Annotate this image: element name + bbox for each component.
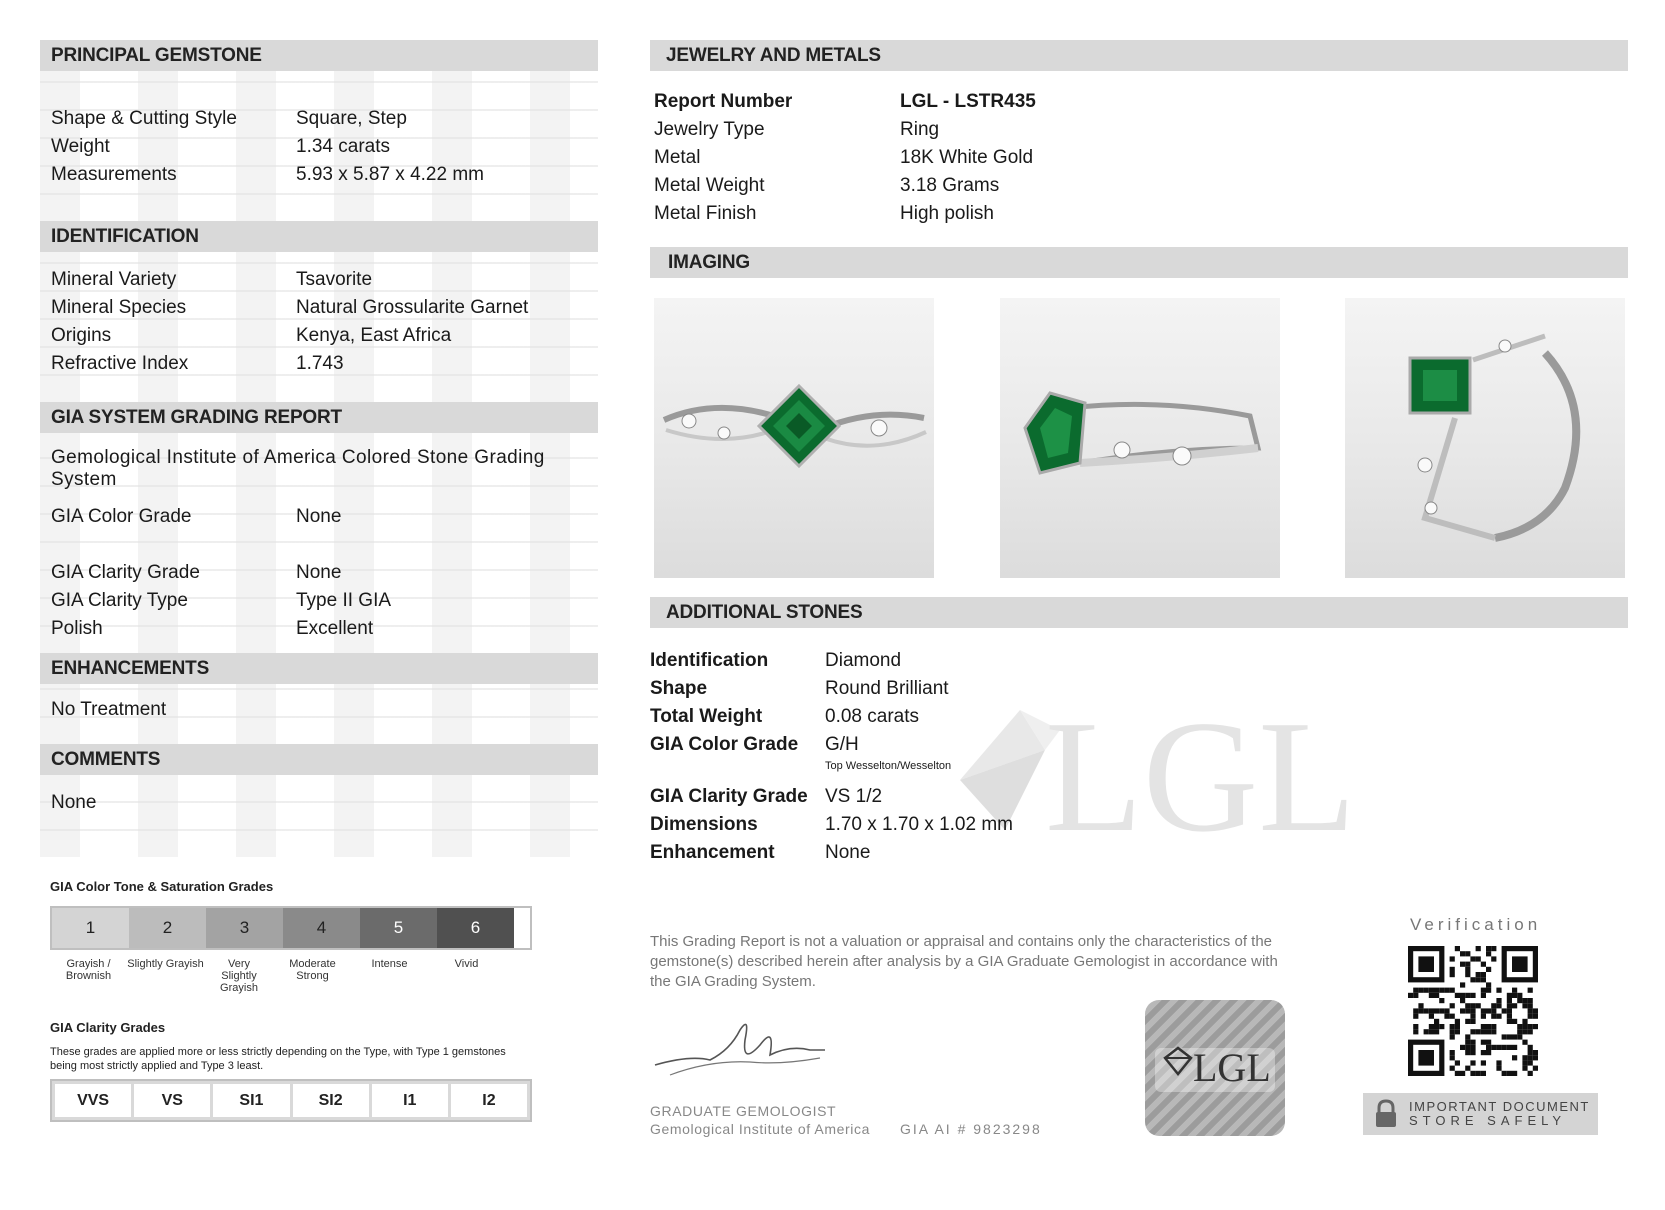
- right-column: [650, 40, 1628, 278]
- tone-cell: 6: [437, 908, 514, 948]
- additional-stones-section: [650, 647, 1250, 867]
- identification-section: [40, 252, 598, 402]
- tone-cell: 2: [129, 908, 206, 948]
- signature-block: [650, 1103, 870, 1137]
- clarity-cell: SI2: [293, 1084, 369, 1117]
- color-grade-note: Top Wesselton/Wesselton: [825, 760, 952, 772]
- imaging-header: IMAGING: [650, 247, 1628, 278]
- tone-cell: 5: [360, 908, 437, 948]
- enhancements-text: No Treatment: [51, 699, 167, 720]
- verification-title: Verification: [1410, 915, 1542, 934]
- clarity-cell: VVS: [55, 1084, 131, 1117]
- jewelry-row: Metal 18K White Gold: [654, 147, 1034, 168]
- clarity-grades-title: GIA Clarity Grades: [50, 1020, 166, 1035]
- signature-title: GRADUATE GEMOLOGIST: [650, 1103, 837, 1119]
- gia-report-header: GIA SYSTEM GRADING REPORT: [40, 402, 598, 433]
- lock-icon: [1373, 1099, 1399, 1129]
- identification-row: Refractive Index 1.743: [51, 353, 344, 374]
- identification-row: Mineral Species Natural Grossularite Garnet: [51, 297, 529, 318]
- additional-stones-block: [650, 597, 1628, 628]
- left-column: [40, 40, 598, 1122]
- principal-gemstone-section: [40, 71, 598, 221]
- tone-cell: 4: [283, 908, 360, 948]
- gemologist-signature: [650, 1010, 850, 1090]
- tone-label: Very Slightly Grayish: [220, 958, 258, 994]
- tone-grades-scale: [50, 906, 532, 950]
- jewelry-row: Metal Weight 3.18 Grams: [654, 175, 1000, 196]
- identification-header: IDENTIFICATION: [40, 221, 598, 252]
- clarity-cell: SI1: [213, 1084, 289, 1117]
- badge-line-1: IMPORTANT DOCUMENT: [1409, 1099, 1590, 1114]
- additional-stones-header: ADDITIONAL STONES: [650, 597, 1628, 628]
- principal-gemstone-header: PRINCIPAL GEMSTONE: [40, 40, 598, 71]
- gia-row: Polish Excellent: [51, 618, 374, 639]
- disclaimer-text: This Grading Report is not a valuation or appraisal and contains only the characteristics of the gemstone(s) described herein after analysis by a GIA Graduate Gemologist in accordance with the GIA Grading System.: [650, 933, 1278, 990]
- gia-report-section: [40, 433, 598, 653]
- gia-row: GIA Color Grade None: [51, 506, 342, 527]
- additional-row: Identification Diamond: [650, 650, 902, 671]
- tone-cell: 1: [52, 908, 129, 948]
- jewelry-row: Jewelry Type Ring: [654, 119, 940, 140]
- tone-label: Vivid: [454, 958, 479, 970]
- comments-section: [40, 775, 598, 857]
- tone-grades-labels: [50, 950, 532, 994]
- ring-photo-side: [1000, 298, 1280, 578]
- gia-number: GIA AI # 9823298: [900, 1121, 1042, 1137]
- principal-row: Measurements 5.93 x 5.87 x 4.22 mm: [51, 164, 484, 185]
- principal-row: Weight 1.34 carats: [51, 136, 390, 157]
- grading-system-name: Gemological Institute of America Colored Stone Grading System: [51, 447, 545, 490]
- clarity-cell: VS: [134, 1084, 210, 1117]
- badge-line-2: STORE SAFELY: [1409, 1113, 1567, 1128]
- ring-photo-front: [654, 298, 934, 578]
- additional-row: Shape Round Brilliant: [650, 678, 949, 699]
- jewelry-row: Metal Finish High polish: [654, 203, 994, 224]
- seal-logo-text: LGL: [1193, 1045, 1271, 1090]
- principal-row: Shape & Cutting Style Square, Step: [51, 108, 407, 129]
- comments-text: None: [51, 792, 97, 813]
- gia-row: GIA Clarity Type Type II GIA: [51, 590, 392, 611]
- tone-label: Grayish / Brownish: [65, 958, 112, 982]
- clarity-cell: I1: [372, 1084, 448, 1117]
- ring-photo-angle: [1345, 298, 1625, 578]
- clarity-cell: I2: [451, 1084, 527, 1117]
- important-document-badge: [1363, 1093, 1598, 1135]
- qr-code[interactable]: [1408, 946, 1538, 1076]
- enhancements-header: ENHANCEMENTS: [40, 653, 598, 684]
- additional-row: Total Weight 0.08 carats: [650, 706, 919, 727]
- identification-row: Origins Kenya, East Africa: [51, 325, 452, 346]
- clarity-grades-scale: [50, 1079, 532, 1122]
- additional-row: Dimensions 1.70 x 1.70 x 1.02 mm: [650, 814, 1013, 835]
- clarity-grades-note: These grades are applied more or less strictly depending on the Type, with Type 1 gemstones being most strictly applied and Type 3 least.: [50, 1046, 506, 1072]
- signature-org: Gemological Institute of America: [650, 1121, 870, 1137]
- tone-label: Intense: [371, 958, 408, 970]
- enhancements-section: [40, 684, 598, 744]
- jewelry-header: JEWELRY AND METALS: [650, 40, 1628, 71]
- additional-row: Enhancement None: [650, 842, 871, 863]
- comments-header: COMMENTS: [40, 744, 598, 775]
- additional-row: GIA Clarity Grade VS 1/2: [650, 786, 883, 807]
- jewelry-section: [650, 71, 1628, 247]
- tone-label: Slightly Grayish: [127, 958, 204, 970]
- tone-label: Moderate Strong: [289, 958, 336, 982]
- tone-cell: 3: [206, 908, 283, 948]
- jewelry-row: Report Number LGL - LSTR435: [654, 91, 1036, 112]
- lgl-authenticity-seal: [1145, 1000, 1285, 1136]
- gia-row: GIA Clarity Grade None: [51, 562, 342, 583]
- additional-row: GIA Color Grade G/H: [650, 734, 859, 755]
- svg-text:LGL: LGL: [1045, 690, 1350, 850]
- identification-row: Mineral Variety Tsavorite: [51, 269, 373, 290]
- tone-grades-title: GIA Color Tone & Saturation Grades: [50, 879, 274, 894]
- diamond-icon: [1163, 1046, 1193, 1076]
- tone-grades-block: [40, 879, 598, 1122]
